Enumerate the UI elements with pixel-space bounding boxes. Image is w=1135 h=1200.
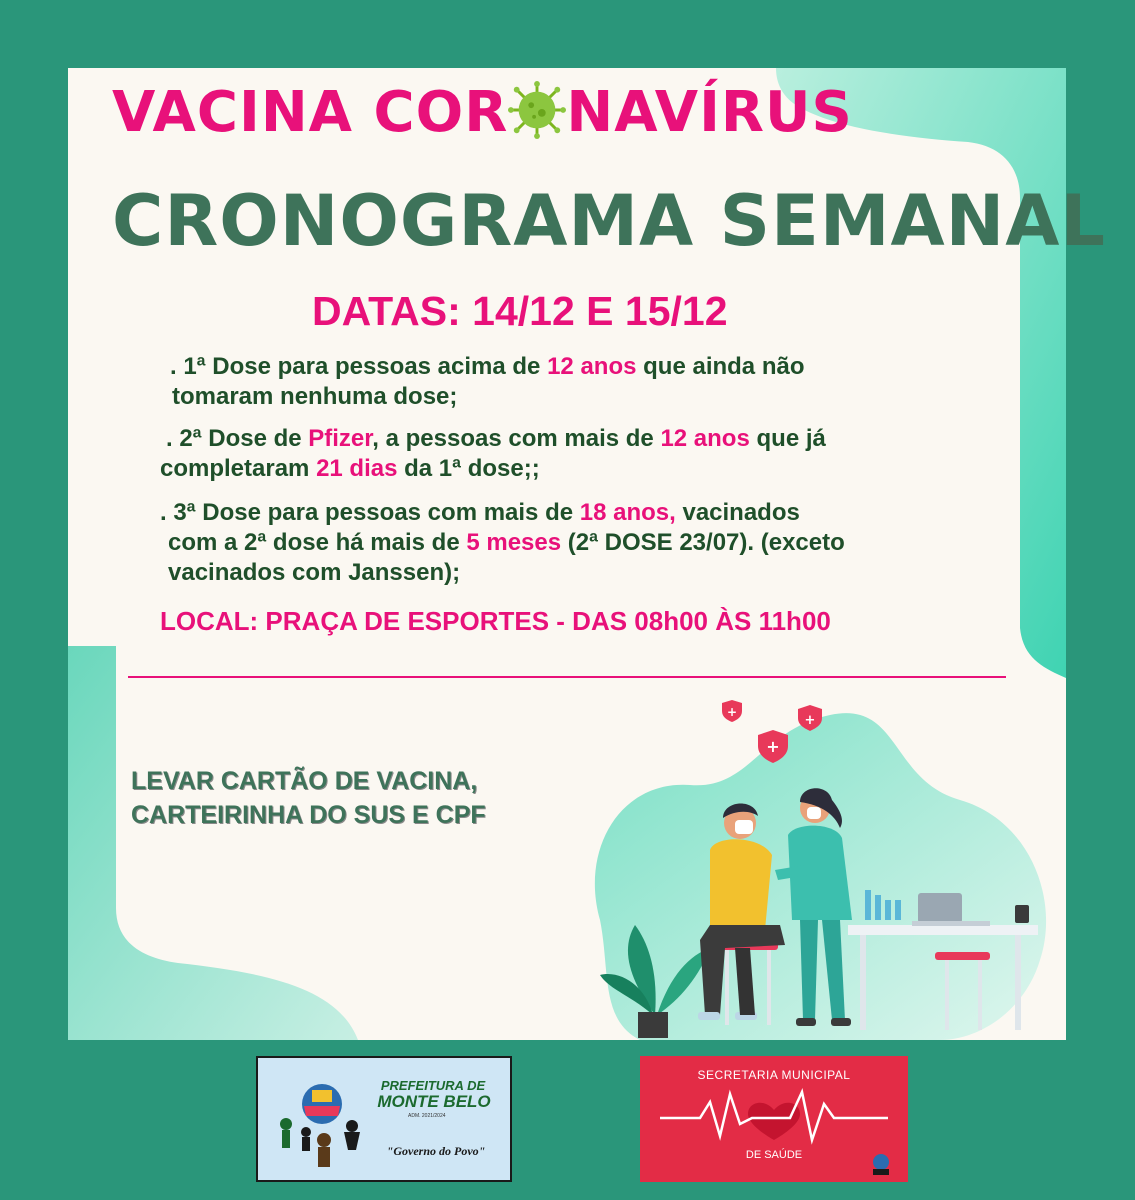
dose2-text: . 2ª Dose de bbox=[166, 425, 309, 452]
dose3-interval: 5 meses bbox=[466, 529, 562, 556]
dose2-text-mid: , a pessoas com mais de bbox=[372, 425, 661, 452]
title-part2: NAVÍRUS bbox=[566, 80, 853, 145]
secretaria-line2: DE SAÚDE bbox=[745, 1149, 803, 1161]
dose1-item bbox=[170, 352, 805, 412]
vaccination-illustration bbox=[560, 690, 1060, 1040]
dose3-item bbox=[160, 498, 845, 588]
svg-text:+: + bbox=[804, 713, 816, 728]
secretaria-saude-logo bbox=[640, 1056, 908, 1182]
dose2-text-end: que já bbox=[749, 425, 826, 452]
dose3-line2: com a 2ª dose há mais de bbox=[168, 529, 467, 556]
dose3-line3: vacinados com Janssen); bbox=[168, 559, 461, 586]
prefeitura-logo bbox=[256, 1056, 512, 1182]
divider bbox=[128, 676, 1006, 678]
svg-text:+: + bbox=[726, 705, 738, 719]
dose1-text: . 1ª Dose para pessoas acima de bbox=[170, 353, 548, 380]
seal-icon bbox=[868, 1152, 894, 1176]
vaccine-title bbox=[112, 80, 853, 145]
dose2-line2-end: da 1ª dose;; bbox=[397, 455, 540, 482]
prefeitura-adm: ADM. 2021/2024 bbox=[408, 1113, 446, 1119]
dose2-brand: Pfizer bbox=[308, 425, 373, 452]
bring-documents bbox=[131, 764, 486, 832]
heartbeat-icon bbox=[640, 1084, 908, 1148]
dose2-age: 12 anos bbox=[660, 425, 750, 452]
bring-line1: LEVAR CARTÃO DE VACINA, bbox=[131, 767, 478, 795]
schedule-title: CRONOGRAMA SEMANAL bbox=[112, 180, 1107, 262]
dose3-text-end: vacinados bbox=[675, 499, 800, 526]
svg-text:+: + bbox=[766, 737, 780, 756]
prefeitura-line2: MONTE BELO bbox=[377, 1092, 491, 1111]
dose1-line2: tomaram nenhuma dose; bbox=[172, 383, 458, 410]
dose2-line2: completaram bbox=[160, 455, 317, 482]
dates-heading: DATAS: 14/12 E 15/12 bbox=[312, 288, 728, 334]
mug-icon bbox=[1015, 905, 1029, 923]
dose2-interval: 21 dias bbox=[316, 455, 398, 482]
prefeitura-line1: PREFEITURA DE bbox=[380, 1078, 486, 1093]
coronavirus-icon bbox=[508, 81, 566, 139]
bring-line2: CARTEIRINHA DO SUS E CPF bbox=[131, 801, 486, 829]
coat-of-arms-icon bbox=[272, 1076, 372, 1168]
title-part1: VACINA COR bbox=[112, 80, 509, 145]
dose1-age: 12 anos bbox=[547, 353, 637, 380]
location-text: LOCAL: PRAÇA DE ESPORTES - DAS 08h00 ÀS 11h00 bbox=[160, 606, 831, 636]
dose1-text-end: que ainda não bbox=[636, 353, 805, 380]
dose3-text: . 3ª Dose para pessoas com mais de bbox=[160, 499, 580, 526]
laptop-icon bbox=[918, 893, 962, 923]
secretaria-line1: SECRETARIA MUNICIPAL bbox=[697, 1068, 851, 1082]
dose3-age: 18 anos, bbox=[579, 499, 676, 526]
dose3-line2-end: (2ª DOSE 23/07). (exceto bbox=[561, 529, 845, 556]
prefeitura-slogan: "Governo do Povo" bbox=[386, 1144, 486, 1158]
dose2-item bbox=[160, 424, 826, 484]
